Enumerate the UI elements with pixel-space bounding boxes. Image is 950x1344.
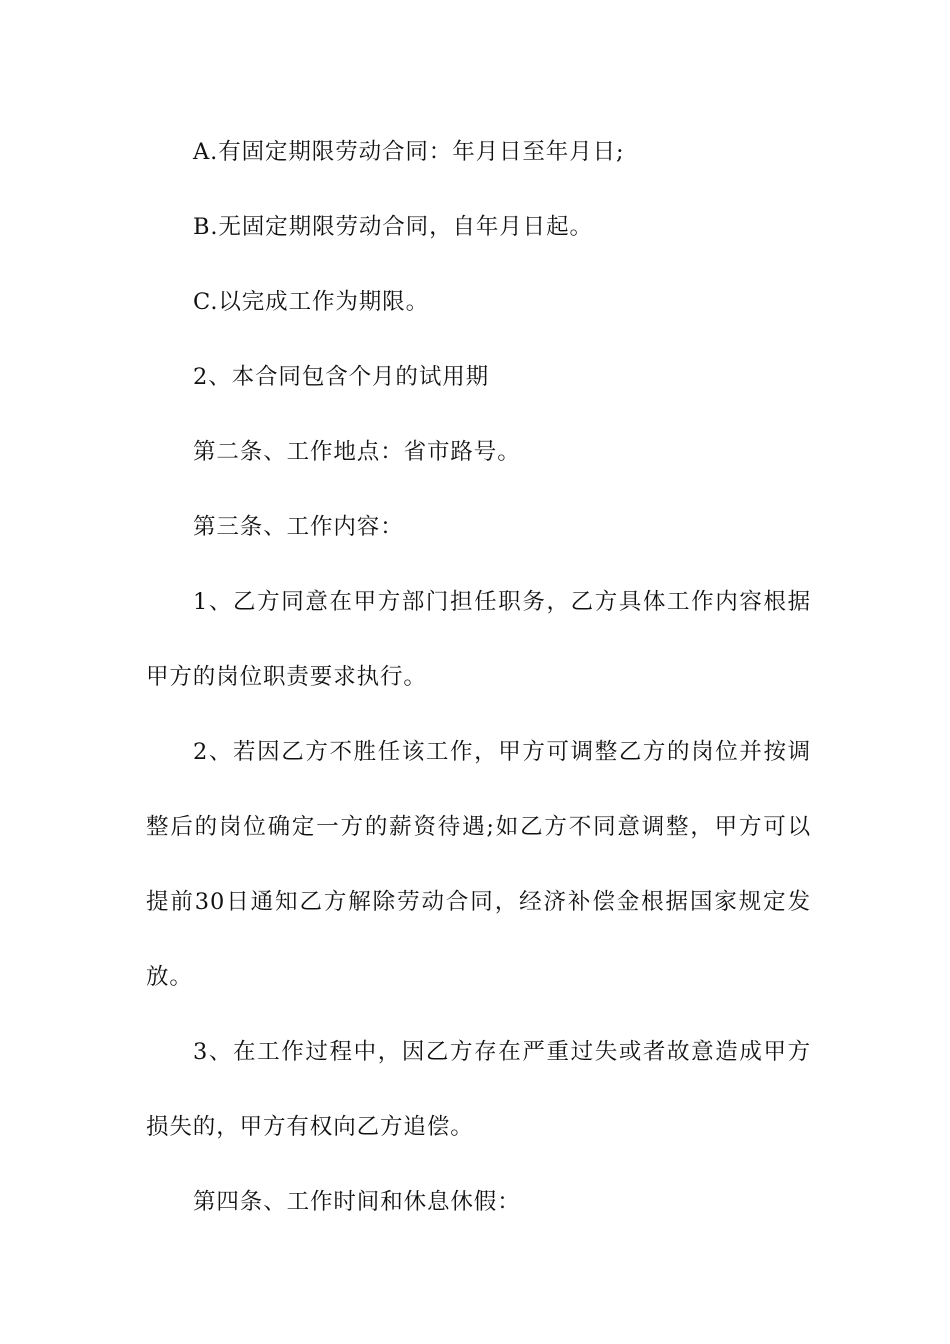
paragraph-1-line-1: 1、乙方同意在甲方部门担任职务，乙方具体工作内容根据: [193, 589, 811, 615]
article-four-heading: 第四条、工作时间和休息休假：: [193, 1189, 521, 1215]
paragraph-3-line-1: 3、在工作过程中，因乙方存在严重过失或者故意造成甲方: [193, 1039, 811, 1065]
paragraph-2-line-2: 整后的岗位确定一方的薪资待遇;如乙方不同意调整，甲方可以: [146, 814, 811, 840]
term-option-b: B.无固定期限劳动合同，自年月日起。: [193, 214, 593, 240]
term-option-c: C.以完成工作为期限。: [193, 289, 429, 315]
paragraph-2-line-4: 放。: [146, 964, 193, 990]
paragraph-1-line-2: 甲方的岗位职责要求执行。: [146, 664, 427, 690]
paragraph-3-line-2: 损失的，甲方有权向乙方追偿。: [146, 1114, 474, 1140]
paragraph-2-line-1: 2、若因乙方不胜任该工作，甲方可调整乙方的岗位并按调: [193, 739, 811, 765]
article-three-heading: 第三条、工作内容：: [193, 514, 404, 540]
article-two-work-location: 第二条、工作地点：省市路号。: [193, 439, 521, 465]
term-option-a: A.有固定期限劳动合同：年月日至年月日;: [193, 139, 625, 165]
probation-clause: 2、本合同包含个月的试用期: [193, 364, 490, 390]
paragraph-2-line-3: 提前30日通知乙方解除劳动合同，经济补偿金根据国家规定发: [146, 889, 811, 915]
